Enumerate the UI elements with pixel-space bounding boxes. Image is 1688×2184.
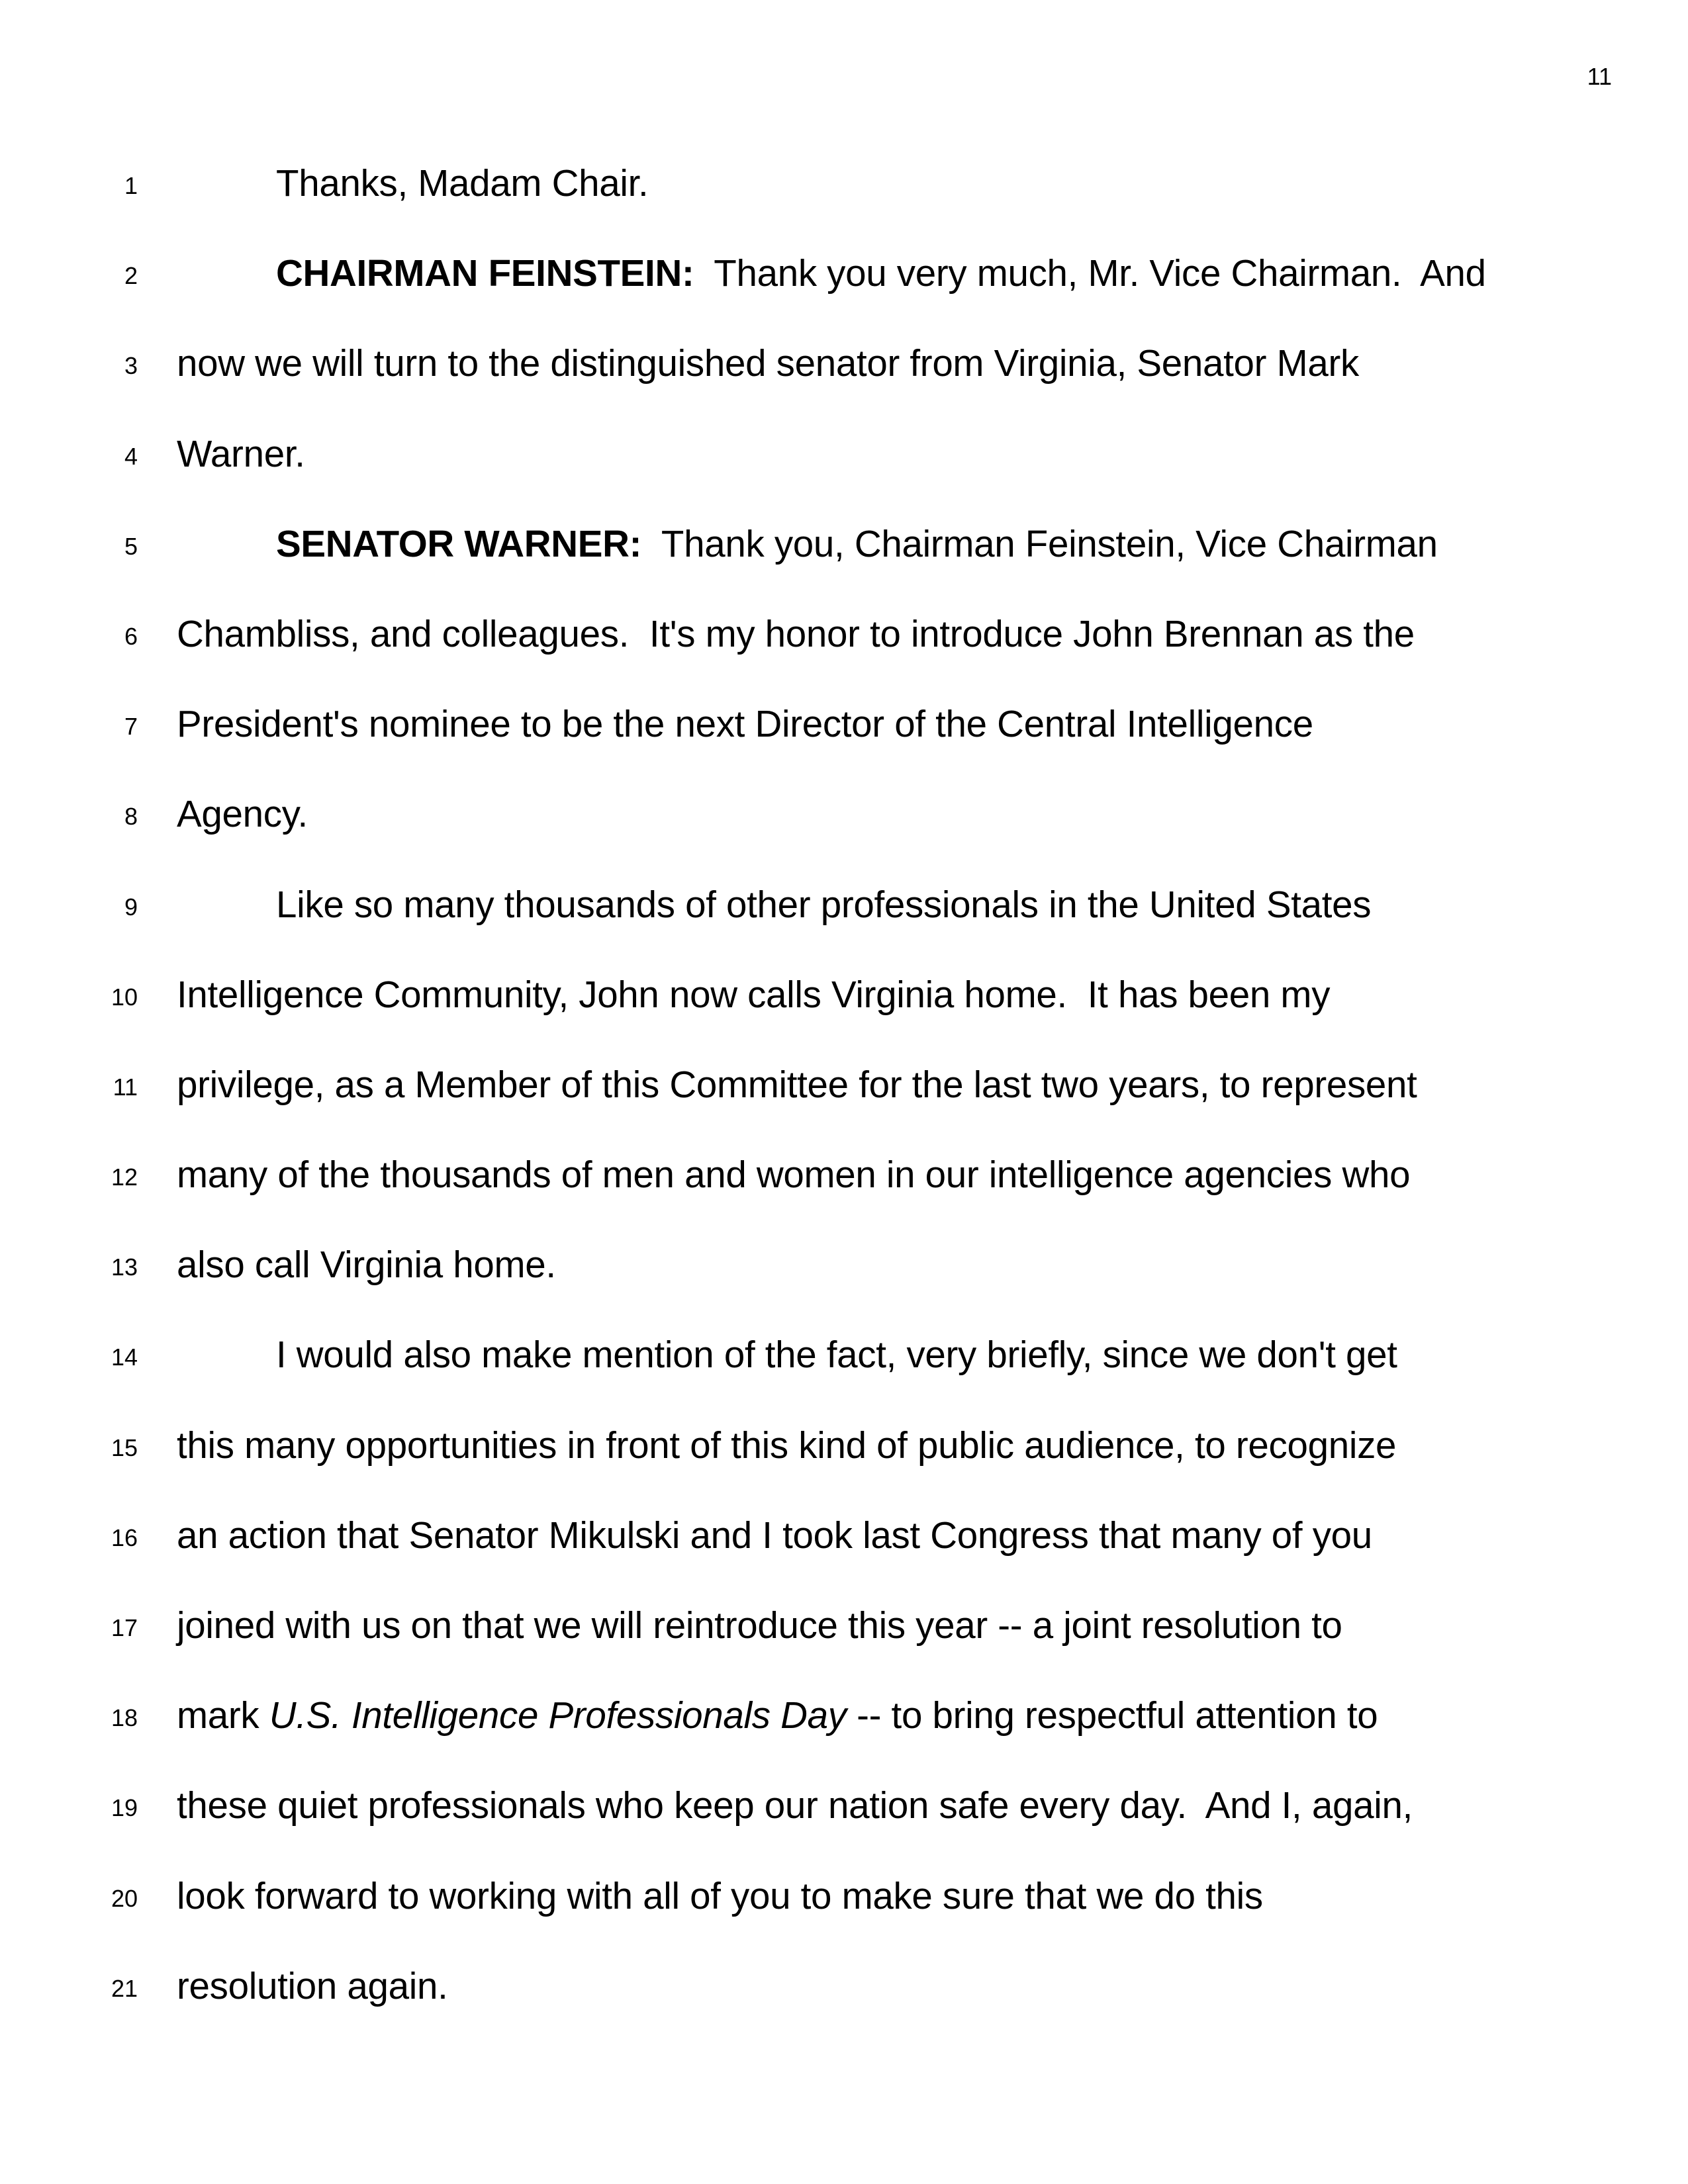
line-number: 2 <box>124 262 138 290</box>
text-segment: privilege, as a Member of this Committee for the last two years, to represent <box>177 1063 1417 1105</box>
line-number: 5 <box>124 532 138 560</box>
line-text <box>276 228 1486 318</box>
text-segment: joined with us on that we will reintroduce this year -- a joint resolution to <box>177 1604 1342 1646</box>
line-number: 20 <box>111 1884 138 1912</box>
speaker-name: CHAIRMAN FEINSTEIN: <box>276 252 694 295</box>
text-segment: Chambliss, and colleagues. It's my honor to introduce John Brennan as the <box>177 612 1415 655</box>
line-text <box>177 589 1415 679</box>
text-segment: an action that Senator Mikulski and I took last Congress that many of you <box>177 1514 1372 1556</box>
transcript-line <box>0 1670 1688 1760</box>
line-text <box>276 499 1438 589</box>
line-number: 12 <box>111 1163 138 1191</box>
line-number: 18 <box>111 1704 138 1732</box>
line-number: 4 <box>124 442 138 470</box>
line-text <box>177 318 1359 408</box>
transcript-line <box>0 1851 1688 1941</box>
text-segment: Agency. <box>177 793 308 835</box>
line-text <box>177 1760 1413 1850</box>
transcript-line <box>0 499 1688 589</box>
text-segment: these quiet professionals who keep our nation safe every day. And I, again, <box>177 1784 1413 1827</box>
transcript-line <box>0 409 1688 499</box>
line-number: 15 <box>111 1433 138 1461</box>
transcript-line <box>0 1220 1688 1310</box>
speaker-name: SENATOR WARNER: <box>276 522 642 565</box>
text-segment: this many opportunities in front of this kind of public audience, to recognize <box>177 1424 1397 1466</box>
line-text <box>177 769 308 859</box>
text-segment: look forward to working with all of you to make sure that we do this <box>177 1874 1263 1917</box>
line-text <box>177 1941 448 2031</box>
transcript-line <box>0 318 1688 408</box>
text-segment: Thank you very much, Mr. Vice Chairman. And <box>694 252 1486 295</box>
text-segment: Like so many thousands of other professionals in the United States <box>276 883 1372 925</box>
line-text <box>177 679 1313 769</box>
line-text <box>276 138 648 228</box>
line-text <box>177 1670 1378 1760</box>
transcript-line <box>0 1310 1688 1400</box>
line-number: 3 <box>124 352 138 380</box>
text-segment: -- to bring respectful attention to <box>846 1694 1378 1737</box>
italic-title: U.S. Intelligence Professionals Day <box>269 1694 847 1737</box>
line-number: 11 <box>113 1073 138 1101</box>
transcript-line <box>0 1040 1688 1130</box>
transcript-line <box>0 860 1688 950</box>
line-number: 6 <box>124 622 138 650</box>
line-number: 21 <box>111 1974 138 2002</box>
text-segment: resolution again. <box>177 1964 448 2007</box>
text-segment: many of the thousands of men and women in our intelligence agencies who <box>177 1154 1411 1196</box>
line-text <box>177 950 1330 1040</box>
text-segment: Intelligence Community, John now calls Virginia home. It has been my <box>177 973 1331 1015</box>
text-segment: Thanks, Madam Chair. <box>276 162 649 204</box>
line-number: 9 <box>124 893 138 921</box>
text-segment: I would also make mention of the fact, very briefly, since we don't get <box>276 1334 1397 1376</box>
text-segment: mark <box>177 1694 269 1737</box>
line-text <box>276 860 1371 950</box>
line-text <box>177 1130 1410 1220</box>
page-number: 11 <box>1587 63 1612 90</box>
transcript-line <box>0 228 1688 318</box>
text-segment: Thank you, Chairman Feinstein, Vice Chairman <box>641 522 1438 565</box>
line-text <box>177 409 305 499</box>
line-number: 8 <box>124 803 138 831</box>
transcript-line <box>0 1130 1688 1220</box>
line-text <box>177 1400 1396 1490</box>
transcript-line <box>0 1941 1688 2031</box>
line-text <box>177 1851 1263 1941</box>
transcript-line <box>0 138 1688 228</box>
transcript-body <box>0 138 1688 2031</box>
transcript-line <box>0 950 1688 1040</box>
line-number: 7 <box>124 713 138 741</box>
text-segment: also call Virginia home. <box>177 1244 556 1286</box>
line-number: 13 <box>111 1253 138 1281</box>
line-number: 17 <box>111 1614 138 1641</box>
transcript-line <box>0 1400 1688 1490</box>
line-number: 16 <box>111 1524 138 1551</box>
line-number: 10 <box>111 983 138 1011</box>
line-number: 19 <box>111 1794 138 1822</box>
transcript-line <box>0 1760 1688 1850</box>
text-segment: President's nominee to be the next Director of the Central Intelligence <box>177 703 1313 745</box>
line-text <box>177 1220 556 1310</box>
line-text <box>276 1310 1397 1400</box>
text-segment: Warner. <box>177 432 305 475</box>
transcript-line <box>0 589 1688 679</box>
line-number: 1 <box>124 172 138 199</box>
line-text <box>177 1580 1342 1670</box>
transcript-line <box>0 679 1688 769</box>
line-text <box>177 1490 1372 1580</box>
line-text <box>177 1040 1417 1130</box>
line-number: 14 <box>111 1343 138 1371</box>
text-segment: now we will turn to the distinguished senator from Virginia, Senator Mark <box>177 342 1359 385</box>
transcript-line <box>0 1580 1688 1670</box>
transcript-line <box>0 769 1688 859</box>
transcript-line <box>0 1490 1688 1580</box>
